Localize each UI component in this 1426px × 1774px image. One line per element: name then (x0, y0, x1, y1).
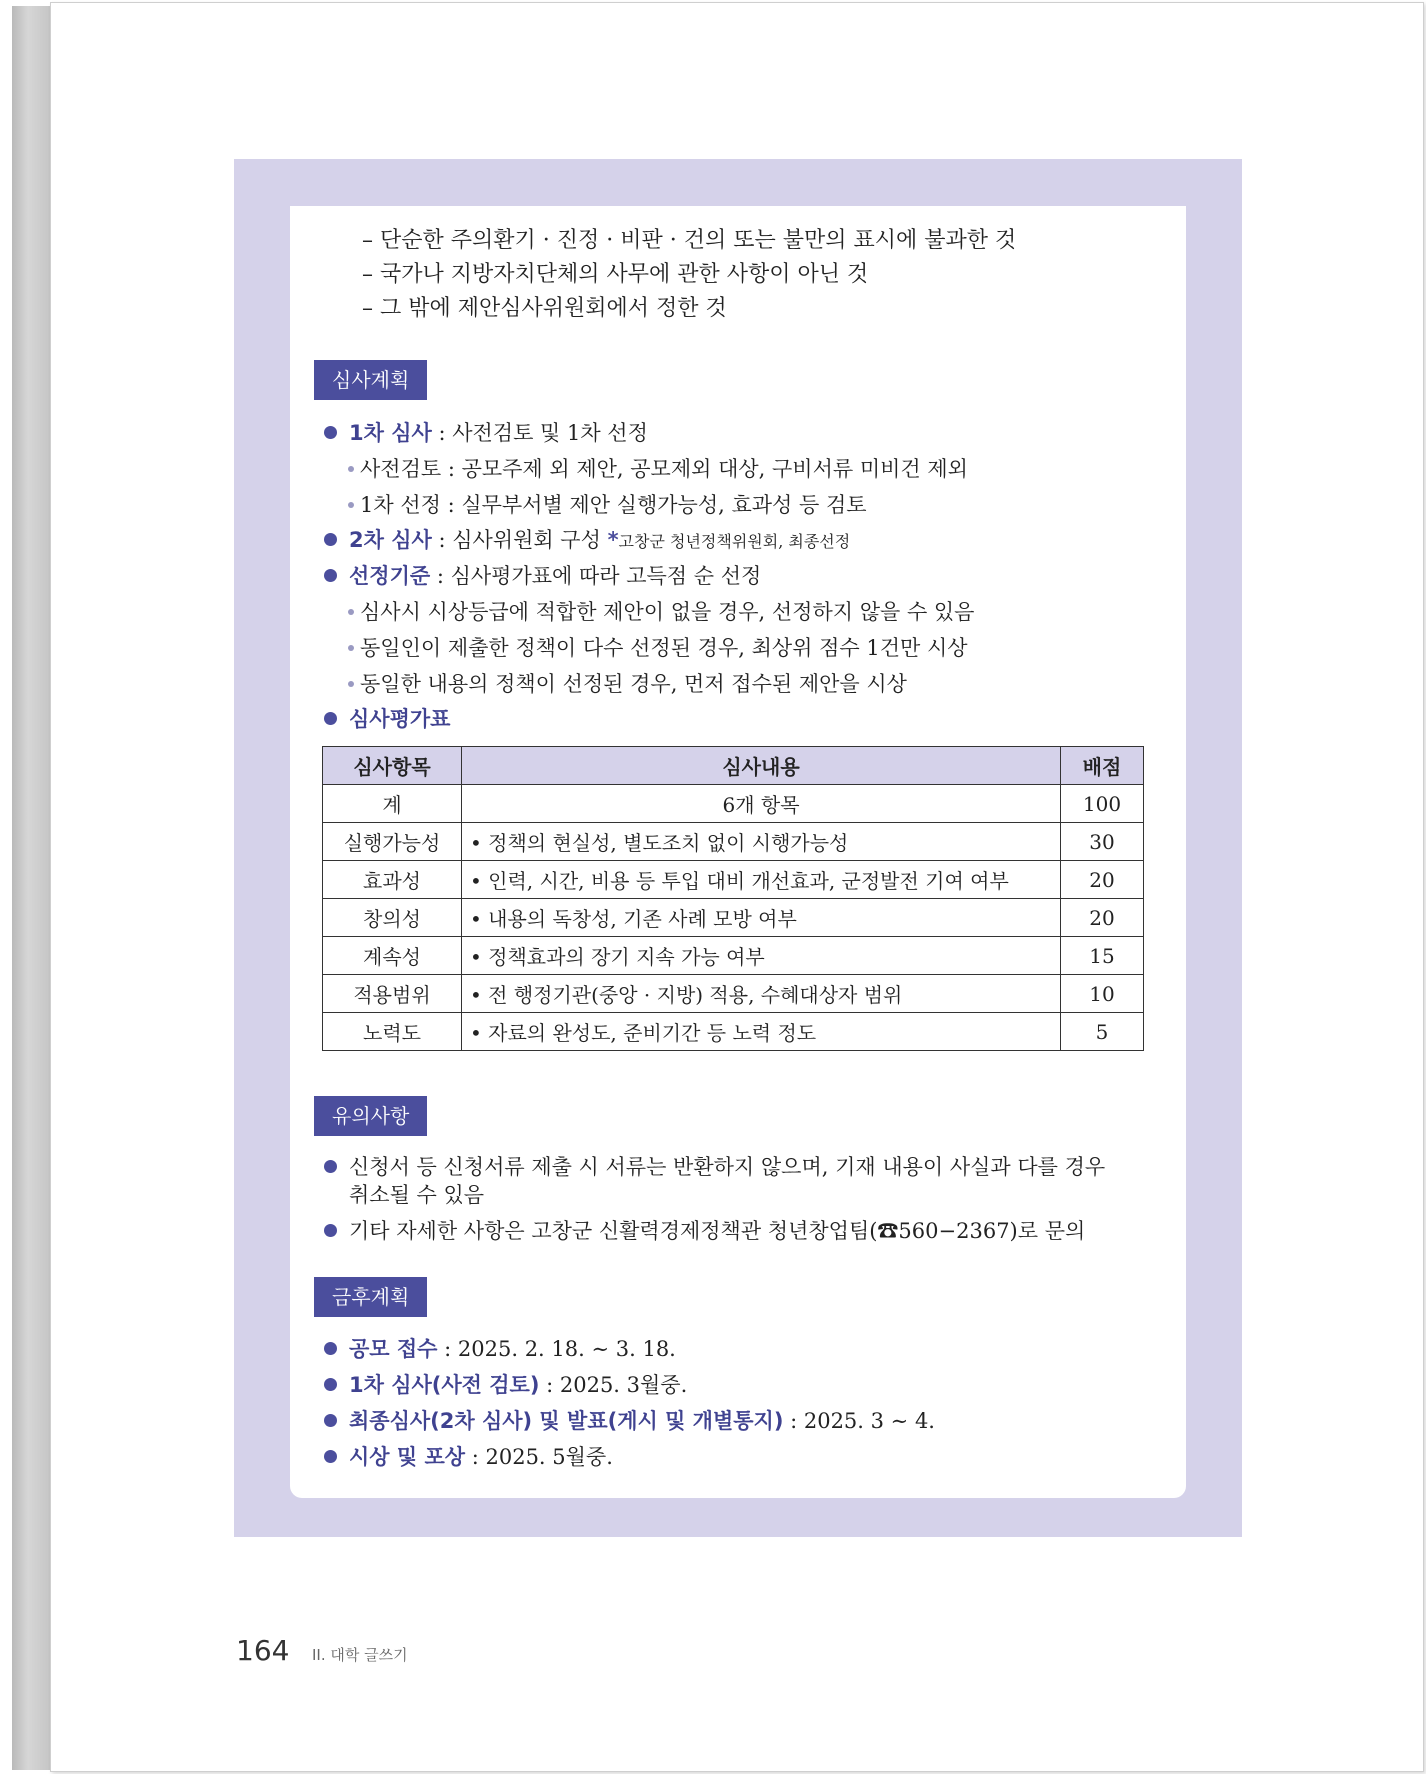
table-cell: 100 (1061, 785, 1144, 823)
page-number: 164 (236, 1634, 290, 1667)
bullet-dot-icon (324, 569, 337, 582)
evaluation-table (322, 746, 1144, 1051)
table-cell: • 정책의 현실성, 별도조치 없이 시행가능성 (462, 823, 1061, 861)
bullet-eval-table: 심사평가표 (324, 704, 450, 734)
sub-dot-icon (348, 681, 354, 687)
table-cell: • 전 행정기관(중앙 · 지방) 적용, 수혜대상자 범위 (462, 975, 1061, 1013)
table-cell: 20 (1061, 899, 1144, 937)
table-cell: 계속성 (323, 937, 462, 975)
sub-item: 1차 선정 : 실무부서별 제안 실행가능성, 효과성 등 검토 (348, 490, 867, 520)
bullet-dot-icon (324, 1224, 337, 1237)
bullet-dot-icon (324, 712, 337, 725)
section-title-review-plan: 심사계획 (314, 360, 427, 400)
table-row (323, 861, 1144, 899)
table-cell: 30 (1061, 823, 1144, 861)
table-cell: • 자료의 완성도, 준비기간 등 노력 정도 (462, 1013, 1061, 1051)
section-title-notes: 유의사항 (314, 1096, 427, 1136)
table-header-cell: 심사내용 (462, 747, 1061, 785)
notes-item-continued: 취소될 수 있음 (349, 1183, 485, 1207)
plan-item: 최종심사(2차 심사) 및 발표(게시 및 개별통지) : 2025. 3 ∼ 4. (324, 1406, 935, 1436)
table-row (323, 785, 1144, 823)
table-row (323, 823, 1144, 861)
table-cell: 노력도 (323, 1013, 462, 1051)
bullet-dot-icon (324, 1414, 337, 1427)
intro-dash-item: – 국가나 지방자치단체의 사무에 관한 사항이 아닌 것 (362, 262, 869, 287)
plan-item: 시상 및 포상 : 2025. 5월중. (324, 1442, 613, 1472)
plan-item: 1차 심사(사전 검토) : 2025. 3월중. (324, 1370, 687, 1400)
table-cell: 효과성 (323, 861, 462, 899)
table-cell: 15 (1061, 937, 1144, 975)
content-card (290, 206, 1186, 1498)
table-cell: 10 (1061, 975, 1144, 1013)
plan-item: 공모 접수 : 2025. 2. 18. ∼ 3. 18. (324, 1334, 676, 1364)
table-cell: 실행가능성 (323, 823, 462, 861)
table-header-row (323, 747, 1144, 785)
sub-dot-icon (348, 466, 354, 472)
table-cell: 6개 항목 (462, 785, 1061, 823)
sub-dot-icon (348, 645, 354, 651)
bullet-dot-icon (324, 1342, 337, 1355)
sub-dot-icon (348, 502, 354, 508)
bullet-dot-icon (324, 426, 337, 439)
notes-item: 기타 자세한 사항은 고창군 신활력경제정책관 청년창업팀(☎560−2367)로 문의 (324, 1216, 1085, 1246)
table-cell: • 내용의 독창성, 기존 사례 모방 여부 (462, 899, 1061, 937)
sub-item: 사전검토 : 공모주제 외 제안, 공모제외 대상, 구비서류 미비건 제외 (348, 454, 968, 484)
notes-item: 신청서 등 신청서류 제출 시 서류는 반환하지 않으며, 기재 내용이 사실과 다를 경우 (324, 1152, 1105, 1182)
table-row (323, 937, 1144, 975)
chapter-label: II. 대학 글쓰기 (312, 1646, 408, 1664)
intro-dash-item: – 단순한 주의환기 · 진정 · 비판 · 건의 또는 불만의 표시에 불과한 것 (362, 228, 1017, 253)
sub-item: 심사시 시상등급에 적합한 제안이 없을 경우, 선정하지 않을 수 있음 (348, 597, 974, 627)
bullet-dot-icon (324, 1160, 337, 1173)
table-header-cell: 배점 (1061, 747, 1144, 785)
table-cell: • 정책효과의 장기 지속 가능 여부 (462, 937, 1061, 975)
table-cell: • 인력, 시간, 비용 등 투입 대비 개선효과, 군정발전 기여 여부 (462, 861, 1061, 899)
table-cell: 적용범위 (323, 975, 462, 1013)
table-cell: 20 (1061, 861, 1144, 899)
bullet-dot-icon (324, 1378, 337, 1391)
intro-dash-item: – 그 밖에 제안심사위원회에서 정한 것 (362, 296, 727, 321)
bullet-selection-criteria: 선정기준 : 심사평가표에 따라 고득점 순 선정 (324, 561, 761, 591)
bullet-second-review: 2차 심사 : 심사위원회 구성 *고창군 청년정책위원회, 최종선정 (324, 525, 850, 557)
sub-dot-icon (348, 609, 354, 615)
table-row (323, 899, 1144, 937)
table-cell: 5 (1061, 1013, 1144, 1051)
table-row (323, 975, 1144, 1013)
table-cell: 창의성 (323, 899, 462, 937)
sub-item: 동일인이 제출한 정책이 다수 선정된 경우, 최상위 점수 1건만 시상 (348, 633, 968, 663)
bullet-dot-icon (324, 1450, 337, 1463)
table-cell: 계 (323, 785, 462, 823)
table-row (323, 1013, 1144, 1051)
table-header-cell: 심사항목 (323, 747, 462, 785)
book-spine (12, 6, 53, 1770)
bullet-dot-icon (324, 533, 337, 546)
sub-item: 동일한 내용의 정책이 선정된 경우, 먼저 접수된 제안을 시상 (348, 669, 907, 699)
bullet-first-review: 1차 심사 : 사전검토 및 1차 선정 (324, 418, 648, 448)
section-title-future-plan: 금후계획 (314, 1277, 427, 1317)
